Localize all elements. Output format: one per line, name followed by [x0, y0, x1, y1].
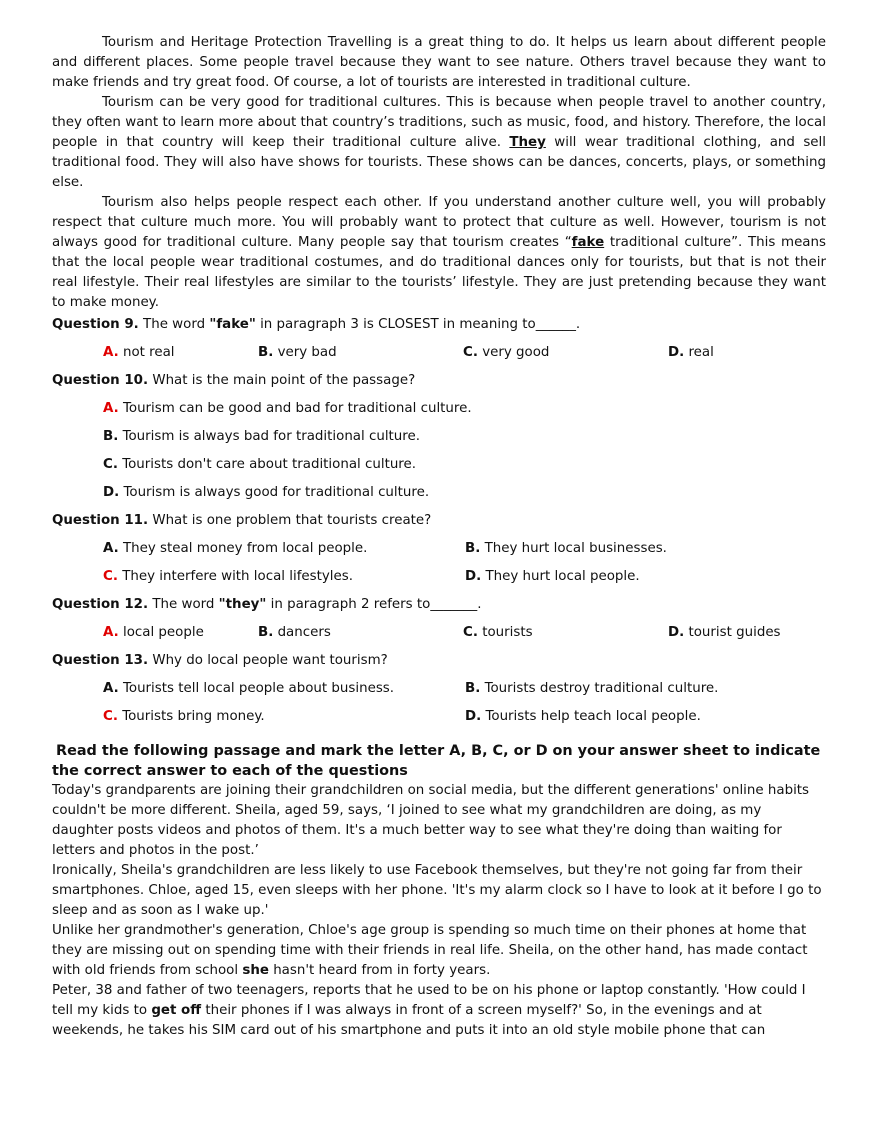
q9-option-d[interactable]: D. real — [668, 345, 714, 360]
question-9-options — [103, 343, 826, 363]
q11-option-a[interactable]: A. They steal money from local people. — [103, 541, 368, 556]
q12-option-b[interactable]: B. dancers — [258, 625, 331, 640]
q11-option-c[interactable]: C. They interfere with local lifestyles. — [103, 569, 353, 584]
question-12: Question 12. The word "they" in paragraph 2 refers to_______. — [52, 597, 482, 612]
q10-option-d[interactable]: D. Tourism is always good for traditional culture. — [103, 485, 430, 500]
question-13-options-row2 — [103, 707, 826, 727]
q13-option-d[interactable]: D. Tourists help teach local people. — [465, 709, 701, 724]
q13-option-a[interactable]: A. Tourists tell local people about business. — [103, 681, 395, 696]
passage2-paragraph2: Ironically, Sheila's grandchildren are less likely to use Facebook themselves, but they're not going far from their smartphones. Chloe, aged 15, even sleeps with her phone. 'It's my alarm clock so I have to look at it before I go to sleep and as soon as I wake up.' — [52, 863, 822, 918]
q11-option-b[interactable]: B. They hurt local businesses. — [465, 541, 667, 556]
q10-option-a[interactable]: A. Tourism can be good and bad for traditional culture. — [103, 401, 472, 416]
q10-option-c[interactable]: C. Tourists don't care about traditional culture. — [103, 457, 417, 472]
question-11-options-row2 — [103, 567, 826, 587]
passage1-paragraph2: Tourism can be very good for traditional cultures. This is because when people travel to another country, they often want to learn more about that country’s traditions, such as music, food, and history. Therefore, the local people in that country will keep their traditional culture alive. They will wear traditional clothing, and sell traditional food. They will also have shows for tourists. These shows can be dances, concerts, plays, or something else. — [52, 95, 826, 190]
passage2 — [52, 781, 826, 1041]
bold-phrase-get-off: get off — [151, 1003, 202, 1018]
q11-option-d[interactable]: D. They hurt local people. — [465, 569, 640, 584]
q12-option-c[interactable]: C. tourists — [463, 625, 533, 640]
passage2-paragraph4: Peter, 38 and father of two teenagers, reports that he used to be on his phone or laptop constantly. 'How could I tell my kids to get off their phones if I was always in front of a screen myself?' So, in the evenings and at weekends, he takes his SIM card out of his smartphone and puts it into an old style mobile phone that can — [52, 983, 806, 1038]
section-instruction: Read the following passage and mark the letter A, B, C, or D on your answer sheet to indicate the correct answer to each of the questions — [52, 743, 821, 779]
question-9: Question 9. The word "fake" in paragraph 3 is CLOSEST in meaning to______. — [52, 317, 581, 332]
q9-option-c[interactable]: C. very good — [463, 345, 550, 360]
underlined-word-fake: fake — [571, 235, 605, 250]
q9-option-a[interactable]: A. not real — [103, 345, 175, 360]
bold-word-she: she — [242, 963, 269, 978]
question-10-options — [103, 399, 826, 503]
question-11-options-row1 — [103, 539, 826, 559]
q12-option-a[interactable]: A. local people — [103, 625, 204, 640]
q10-option-b[interactable]: B. Tourism is always bad for traditional culture. — [103, 429, 420, 444]
passage1-paragraph1: Tourism and Heritage Protection Travelling is a great thing to do. It helps us learn about different people and different places. Some people travel because they want to see nature. Others travel because they want to make friends and try great food. Of course, a lot of tourists are interested in traditional culture. — [52, 35, 826, 90]
document-page — [52, 33, 826, 1041]
question-13-options-row1 — [103, 679, 826, 699]
question-12-options — [103, 623, 826, 643]
q13-option-b[interactable]: B. Tourists destroy traditional culture. — [465, 681, 719, 696]
question-13: Question 13. Why do local people want tourism? — [52, 653, 388, 668]
question-11: Question 11. What is one problem that tourists create? — [52, 513, 432, 528]
q9-option-b[interactable]: B. very bad — [258, 345, 337, 360]
q13-option-c[interactable]: C. Tourists bring money. — [103, 709, 265, 724]
q12-option-d[interactable]: D. tourist guides — [668, 625, 781, 640]
question-10: Question 10. What is the main point of the passage? — [52, 373, 416, 388]
passage2-paragraph1: Today's grandparents are joining their grandchildren on social media, but the different generations' online habits couldn't be more different. Sheila, aged 59, says, ‘I joined to see what my grandchildren are doing, as my daughter posts videos and photos of them. It's a much better way to see what they're doing than waiting for letters and photos in the post.’ — [52, 783, 810, 858]
underlined-word-they: They — [509, 135, 546, 150]
passage2-paragraph3: Unlike her grandmother's generation, Chloe's age group is spending so much time on their phones at home that they are missing out on spending time with their friends in real life. Sheila, on the other hand, has made contact with old friends from school she hasn't heard from in forty years. — [52, 923, 808, 978]
passage1-paragraph3: Tourism also helps people respect each other. If you understand another culture well, you will probably respect that culture much more. You will probably want to protect that culture as well. However, tourism is not always good for traditional culture. Many people say that tourism creates “fake traditional culture”. This means that the local people wear traditional costumes, and do traditional dances only for tourists, but that is not their real lifestyle. Their real lifestyles are similar to the tourists’ lifestyle. They are just pretending because they want to make money. — [52, 195, 826, 310]
